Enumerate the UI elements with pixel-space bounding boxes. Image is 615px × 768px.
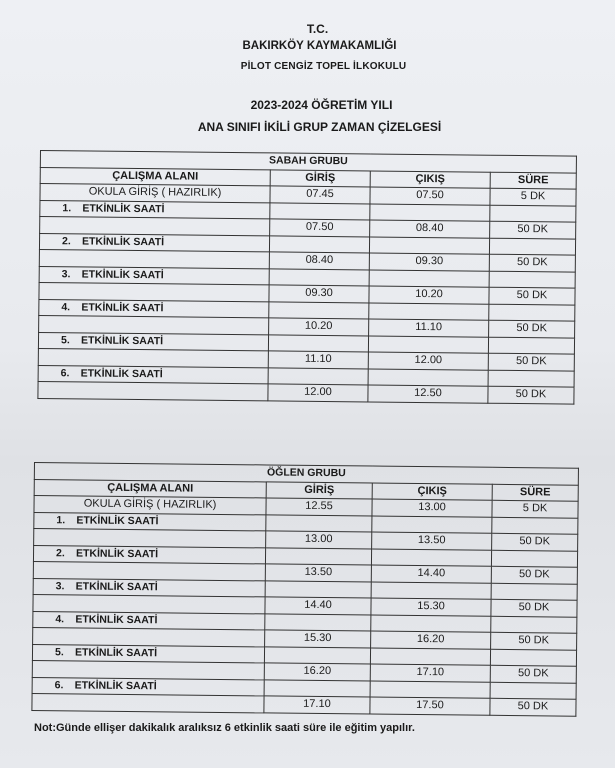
col-header-in: GİRİŞ	[266, 481, 372, 499]
entry-out: 13.00	[372, 499, 492, 517]
activity-name: ETKİNLİK SAATİ	[80, 367, 163, 381]
activity-out: 09.30	[369, 253, 489, 271]
cell-empty	[266, 514, 372, 532]
cell-empty	[369, 302, 489, 320]
activity-in: 12.00	[268, 384, 368, 402]
footnote: Not:Günde ellişer dakikalık aralıksız 6 etkinlik saati süre ile eğitim yapılır.	[34, 722, 415, 734]
cell-empty	[269, 301, 369, 319]
cell-empty	[488, 337, 574, 354]
cell-empty	[268, 367, 368, 385]
cell-empty	[492, 517, 578, 534]
activity-name: ETKİNLİK SAATİ	[80, 334, 164, 348]
activity-in: 07.50	[270, 219, 370, 237]
activity-label	[32, 644, 264, 663]
cell-empty	[489, 304, 575, 321]
cell-empty	[370, 648, 490, 666]
cell-empty	[368, 335, 488, 353]
activity-duration: 50 DK	[491, 599, 577, 616]
header-school-name: PİLOT CENGİZ TOPEL İLKOKULU	[240, 61, 407, 72]
cell-empty	[264, 646, 370, 664]
activity-number: 5.	[54, 645, 64, 659]
activity-out: 16.20	[371, 631, 491, 649]
activity-name: ETKİNLİK SAATİ	[75, 613, 158, 627]
activity-label	[33, 611, 265, 630]
activity-number: 3.	[61, 267, 71, 281]
morning-group-title: SABAH GRUBU	[40, 151, 576, 173]
activity-name: ETKİNLİK SAATİ	[81, 235, 165, 249]
cell-empty	[491, 616, 577, 633]
activity-name: ETKİNLİK SAATİ	[81, 301, 164, 315]
cell-empty	[490, 682, 576, 699]
cell-empty	[371, 549, 491, 567]
activity-out: 15.30	[371, 598, 491, 616]
cell-empty	[370, 203, 490, 221]
activity-label	[38, 365, 268, 384]
cell-empty	[490, 649, 576, 666]
header-kaymakamlik: BAKIRKÖY KAYMAKAMLIĞI	[242, 40, 397, 52]
cell-empty	[265, 613, 371, 631]
activity-name: ETKİNLİK SAATİ	[81, 268, 164, 282]
activity-label	[39, 266, 269, 285]
col-header-area: ÇALIŞMA ALANI	[40, 167, 270, 186]
cell-empty	[491, 583, 577, 600]
activity-duration: 50 DK	[491, 566, 577, 583]
entry-duration: 5 DK	[490, 188, 576, 205]
activity-out: 14.40	[371, 565, 491, 583]
activity-out: 17.50	[370, 697, 490, 715]
cell-empty	[369, 269, 489, 287]
activity-duration: 50 DK	[488, 386, 574, 403]
cell-empty	[372, 516, 492, 534]
entry-in: 12.55	[266, 498, 372, 516]
col-header-duration: SÜRE	[490, 172, 576, 189]
activity-label	[39, 299, 269, 318]
activity-number: 5.	[60, 333, 70, 347]
entry-label: OKULA GİRİŞ ( HAZIRLIK)	[40, 184, 270, 203]
cell-empty	[264, 679, 370, 697]
activity-duration: 50 DK	[489, 254, 575, 271]
activity-out: 12.50	[368, 385, 488, 403]
cell-empty	[491, 550, 577, 567]
header-tc: T.C.	[306, 22, 329, 36]
activity-number: 3.	[55, 579, 65, 593]
cell-empty	[490, 205, 576, 222]
activity-in: 09.30	[269, 285, 369, 303]
activity-number: 4.	[55, 612, 65, 626]
col-header-out: ÇIKIŞ	[372, 483, 492, 501]
activity-label	[33, 545, 265, 564]
noon-schedule-table	[31, 462, 579, 716]
cell-empty	[32, 693, 264, 712]
activity-out: 11.10	[369, 319, 489, 337]
activity-out: 12.00	[368, 352, 488, 370]
activity-number: 1.	[56, 513, 66, 527]
col-header-duration: SÜRE	[492, 484, 578, 501]
cell-empty	[371, 582, 491, 600]
morning-schedule-table	[37, 150, 577, 404]
activity-in: 13.00	[266, 531, 372, 549]
activity-out: 08.40	[370, 220, 490, 238]
activity-in: 08.40	[269, 252, 369, 270]
activity-duration: 50 DK	[488, 353, 574, 370]
activity-number: 2.	[55, 546, 65, 560]
activity-number: 6.	[54, 678, 64, 692]
entry-in: 07.45	[270, 186, 370, 204]
header-school-year: 2023-2024 ÖĞRETİM YILI	[250, 98, 393, 112]
cell-empty	[371, 615, 491, 633]
activity-label	[32, 677, 264, 696]
cell-empty	[270, 202, 370, 220]
entry-duration: 5 DK	[492, 500, 578, 517]
cell-empty	[269, 268, 369, 286]
cell-empty	[265, 547, 371, 565]
activity-label	[33, 578, 265, 597]
col-header-in: GİRİŞ	[270, 169, 370, 187]
activity-in: 14.40	[265, 597, 371, 615]
activity-label	[40, 200, 270, 219]
cell-empty	[38, 381, 268, 400]
cell-empty	[489, 238, 575, 255]
cell-empty	[369, 236, 489, 254]
activity-out: 13.50	[372, 532, 492, 550]
activity-duration: 50 DK	[489, 287, 575, 304]
activity-in: 10.20	[269, 318, 369, 336]
cell-empty	[265, 580, 371, 598]
activity-duration: 50 DK	[491, 632, 577, 649]
activity-label	[38, 332, 268, 351]
activity-duration: 50 DK	[489, 320, 575, 337]
document-title: ANA SINIFI İKİLİ GRUP ZAMAN ÇİZELGESİ	[197, 120, 442, 134]
entry-label: OKULA GİRİŞ ( HAZIRLIK)	[34, 496, 266, 515]
cell-empty	[269, 235, 369, 253]
cell-empty	[370, 681, 490, 699]
activity-in: 11.10	[268, 351, 368, 369]
col-header-area: ÇALIŞMA ALANI	[34, 479, 266, 498]
cell-empty	[489, 271, 575, 288]
activity-label	[34, 512, 266, 531]
activity-number: 2.	[61, 234, 71, 248]
cell-empty	[488, 370, 574, 387]
col-header-out: ÇIKIŞ	[370, 170, 490, 188]
activity-out: 10.20	[369, 286, 489, 304]
activity-duration: 50 DK	[490, 665, 576, 682]
activity-out: 17.10	[370, 664, 490, 682]
activity-in: 16.20	[264, 663, 370, 681]
activity-in: 15.30	[265, 630, 371, 648]
activity-name: ETKİNLİK SAATİ	[75, 580, 158, 594]
activity-name: ETKİNLİK SAATİ	[82, 202, 165, 216]
activity-number: 4.	[61, 300, 71, 314]
activity-duration: 50 DK	[490, 698, 576, 715]
activity-duration: 50 DK	[492, 533, 578, 550]
activity-name: ETKİNLİK SAATİ	[74, 679, 157, 693]
activity-name: ETKİNLİK SAATİ	[74, 646, 158, 660]
noon-group-title: ÖĞLEN GRUBU	[34, 463, 578, 485]
activity-number: 1.	[62, 201, 72, 215]
cell-empty	[268, 334, 368, 352]
entry-out: 07.50	[370, 187, 490, 205]
activity-label	[39, 233, 269, 252]
activity-duration: 50 DK	[490, 221, 576, 238]
activity-name: ETKİNLİK SAATİ	[76, 514, 159, 528]
activity-number: 6.	[60, 366, 70, 380]
cell-empty	[368, 368, 488, 386]
activity-in: 13.50	[265, 564, 371, 582]
activity-name: ETKİNLİK SAATİ	[75, 547, 159, 561]
activity-in: 17.10	[264, 696, 370, 714]
